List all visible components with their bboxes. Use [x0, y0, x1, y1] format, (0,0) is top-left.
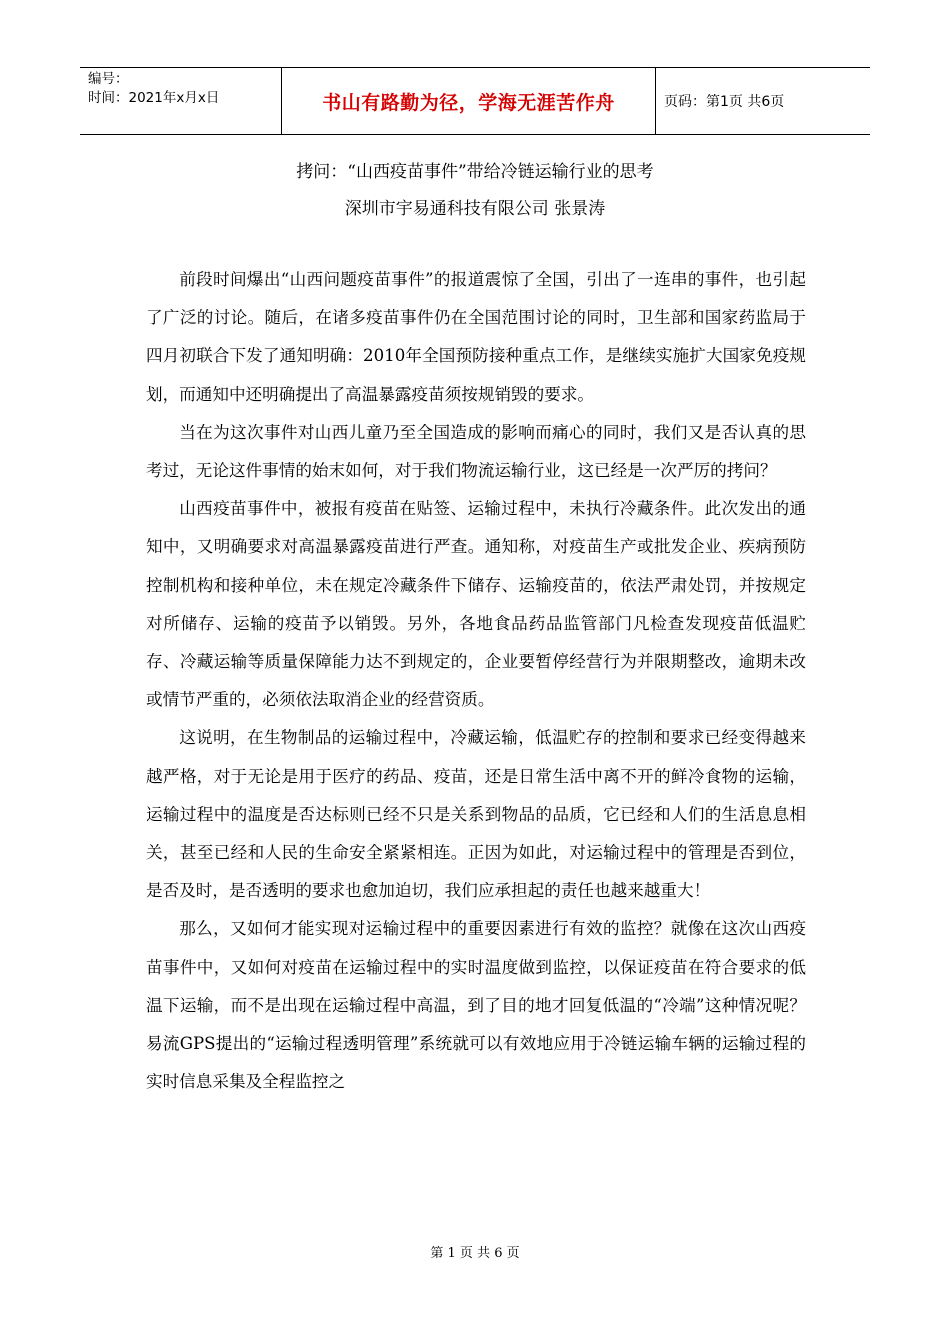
paragraph-3: 山西疫苗事件中，被报有疫苗在贴签、运输过程中，未执行冷藏条件。此次发出的通知中，又明确要求对高温暴露疫苗进行严查。通知称，对疫苗生产或批发企业、疾病预防控制机构和接种单位，未在规定冷藏条件下储存、运输疫苗的，依法严肃处罚，并按规定对所储存、运输的疫苗予以销毁。另外，各地食品药品监管部门凡检查发现疫苗低温贮存、冷藏运输等质量保障能力达不到规定的，企业要暂停经营行为并限期整改，逾期未改或情节严重的，必须依法取消企业的经营资质。: [146, 499, 806, 710]
page-header: [80, 67, 870, 135]
paragraph-1: 前段时间爆出“山西问题疫苗事件”的报道震惊了全国，引出了一连串的事件，也引起了广泛的讨论。随后，在诸多疫苗事件仍在全国范围讨论的同时，卫生部和国家药监局于四月初联合下发了通知明确：2010年全国预防接种重点工作，是继续实施扩大国家免疫规划，而通知中还明确提出了高温暴露疫苗须按规销毁的要求。: [146, 270, 806, 404]
header-motto: 书山有路勤为径，学海无涯苦作舟: [282, 68, 656, 134]
serial-number-label: 编号：: [88, 71, 129, 87]
date-label: 时间：2021年x月x日: [88, 90, 220, 106]
paragraph-2: 当在为这次事件对山西儿童乃至全国造成的影响而痛心的同时，我们又是否认真的思考过，无论这件事情的始末如何，对于我们物流运输行业，这已经是一次严厉的拷问？: [146, 422, 806, 481]
document-author: 深圳市宇易通科技有限公司 张景涛: [344, 199, 606, 219]
document-body: [146, 261, 806, 1101]
header-page-info: 页码：第1页 共6页: [664, 94, 785, 110]
page-footer: 第 1 页 共 6 页: [430, 1246, 520, 1261]
header-meta: [80, 68, 282, 134]
paragraph-5: 那么，又如何才能实现对运输过程中的重要因素进行有效的监控？就像在这次山西疫苗事件中，又如何对疫苗在运输过程中的实时温度做到监控，以保证疫苗在符合要求的低温下运输，而不是出现在运输过程中高温，到了目的地才回复低温的“冷端”这种情况呢？易流GPS提出的“运输过程透明管理”系统就可以有效地应用于冷链运输车辆的运输过程的实时信息采集及全程监控之: [146, 919, 806, 1092]
document-title: 拷问：“山西疫苗事件”带给冷链运输行业的思考: [296, 162, 654, 182]
paragraph-4: 这说明，在生物制品的运输过程中，冷藏运输，低温贮存的控制和要求已经变得越来越严格，对于无论是用于医疗的药品、疫苗，还是日常生活中离不开的鲜冷食物的运输，运输过程中的温度是否达标则已经不只是关系到物品的品质，它已经和人们的生活息息相关，甚至已经和人民的生命安全紧紧相连。正因为如此，对运输过程中的管理是否到位，是否及时，是否透明的要求也愈加迫切，我们应承担起的责任也越来越重大！: [146, 728, 806, 901]
